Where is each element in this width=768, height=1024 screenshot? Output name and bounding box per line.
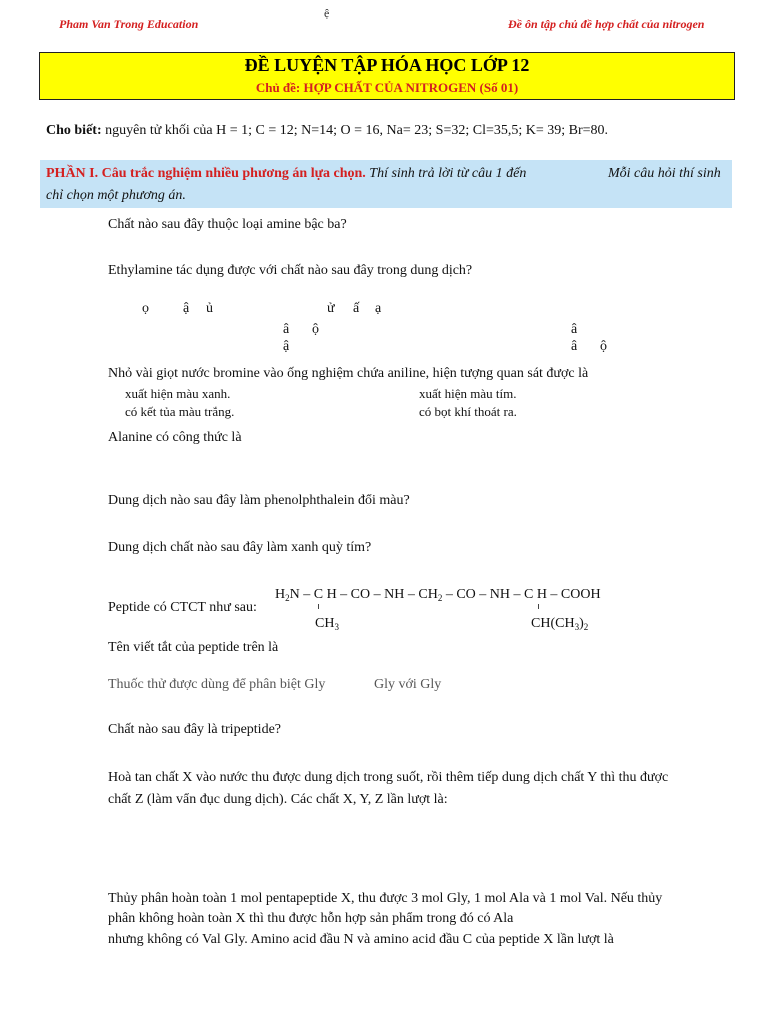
q2-fragment: â: [571, 339, 578, 354]
title-box: [39, 52, 735, 100]
question-7: Peptide có CTCT như sau:: [108, 600, 257, 615]
part1-instr1: Thí sinh trả lời từ câu 1 đến: [369, 166, 527, 181]
formula-part: CH: [315, 616, 335, 631]
header-right: Đề ôn tập chủ đề hợp chất của nitrogen: [508, 17, 705, 31]
formula-part: ): [579, 616, 584, 631]
q2-fragment: ử: [327, 301, 335, 316]
q3-option-a: xuất hiện màu xanh.: [125, 386, 231, 401]
q3-option-d: có bọt khí thoát ra.: [419, 404, 517, 419]
q2-fragment: ậ: [283, 339, 290, 354]
question-8: Thuốc thử được dùng để phân biệt Gly: [108, 677, 326, 692]
bond-line: [318, 604, 319, 609]
q2-fragment: â: [283, 322, 290, 337]
formula-part: H: [275, 587, 286, 602]
formula-part: N – C H – CO – NH – CH: [289, 587, 438, 602]
question-9: Chất nào sau đây là tripeptide?: [108, 722, 281, 737]
question-4: Alanine có công thức là: [108, 430, 242, 445]
part1-label: PHẦN I. Câu trắc nghiệm nhiều phương án lựa chọn.: [46, 166, 366, 181]
formula-sub: 3: [574, 622, 580, 632]
question-3: Nhỏ vài giọt nước bromine vào ống nghiệm chứa aniline, hiện tượng quan sát được là: [108, 366, 589, 381]
q2-fragment: ậ: [183, 301, 190, 316]
formula-sub: 3: [334, 622, 339, 632]
q2-fragment: ọ: [142, 301, 149, 316]
q2-fragment: ộ: [312, 322, 319, 337]
part1-instr2: Mỗi câu hỏi thí sinh: [608, 166, 721, 181]
q2-fragment: ủ: [206, 301, 213, 316]
question-10-line2: chất Z (làm vẩn đục dung dịch). Các chất X, Y, Z lần lượt là:: [108, 792, 448, 807]
given-text: nguyên tử khối của H = 1; C = 12; N=14; O = 16, Na= 23; S=32; Cl=35,5; K= 39; Br=80.: [105, 123, 609, 138]
header-left: Pham Van Trong Education: [59, 17, 199, 31]
question-11-line1: Thủy phân hoàn toàn 1 mol pentapeptide X, thu được 3 mol Gly, 1 mol Ala và 1 mol Val. Nếu thủy: [108, 891, 663, 906]
formula-part: – CO – NH – C H – COOH: [442, 587, 601, 602]
q2-fragment: ấ: [353, 301, 360, 316]
methyl-group: [315, 616, 339, 632]
question-2: Ethylamine tác dụng được với chất nào sau đây trong dung dịch?: [108, 263, 473, 278]
question-11-line2: phân không hoàn toàn X thì thu được hỗn hợp sản phẩm trong đó có Ala: [108, 911, 514, 926]
given-line: [46, 123, 608, 139]
q2-fragment: ộ: [600, 339, 607, 354]
q3-option-b: xuất hiện màu tím.: [419, 386, 517, 401]
q3-option-c: có kết tủa màu trắng.: [125, 404, 235, 419]
part1-line1: [46, 166, 526, 182]
page-title: ĐỀ LUYỆN TẬP HÓA HỌC LỚP 12: [244, 55, 530, 75]
part1-instr3: chỉ chọn một phương án.: [46, 188, 186, 203]
q2-fragment: ạ: [375, 301, 382, 316]
question-1: Chất nào sau đây thuộc loại amine bậc ba?: [108, 217, 347, 232]
page-subtitle: Chủ đề: HỢP CHẤT CỦA NITROGEN (Số 01): [255, 80, 519, 95]
peptide-formula: [275, 587, 601, 603]
formula-part: CH(CH: [531, 616, 575, 631]
question-10-line1: Hoà tan chất X vào nước thu được dung dịch trong suốt, rồi thêm tiếp dung dịch chất Y thì thu được: [108, 770, 669, 785]
question-11-line3: nhưng không có Val Gly. Amino acid đầu N và amino acid đầu C của peptide X lần lượt là: [108, 932, 614, 947]
question-7-sub: Tên viết tắt của peptide trên là: [108, 640, 279, 655]
isopropyl-group: [531, 616, 588, 632]
given-label: Cho biết:: [46, 123, 102, 138]
question-8-b: Gly với Gly: [374, 677, 442, 692]
header-mark: ệ: [324, 6, 330, 20]
q2-fragment: â: [571, 322, 578, 337]
bond-line: [538, 604, 539, 609]
question-5: Dung dịch nào sau đây làm phenolphthalein đổi màu?: [108, 493, 410, 508]
question-6: Dung dịch chất nào sau đây làm xanh quỳ tím?: [108, 540, 372, 555]
formula-sub: 2: [285, 593, 290, 603]
formula-sub: 2: [583, 622, 589, 632]
formula-sub: 2: [437, 593, 443, 603]
